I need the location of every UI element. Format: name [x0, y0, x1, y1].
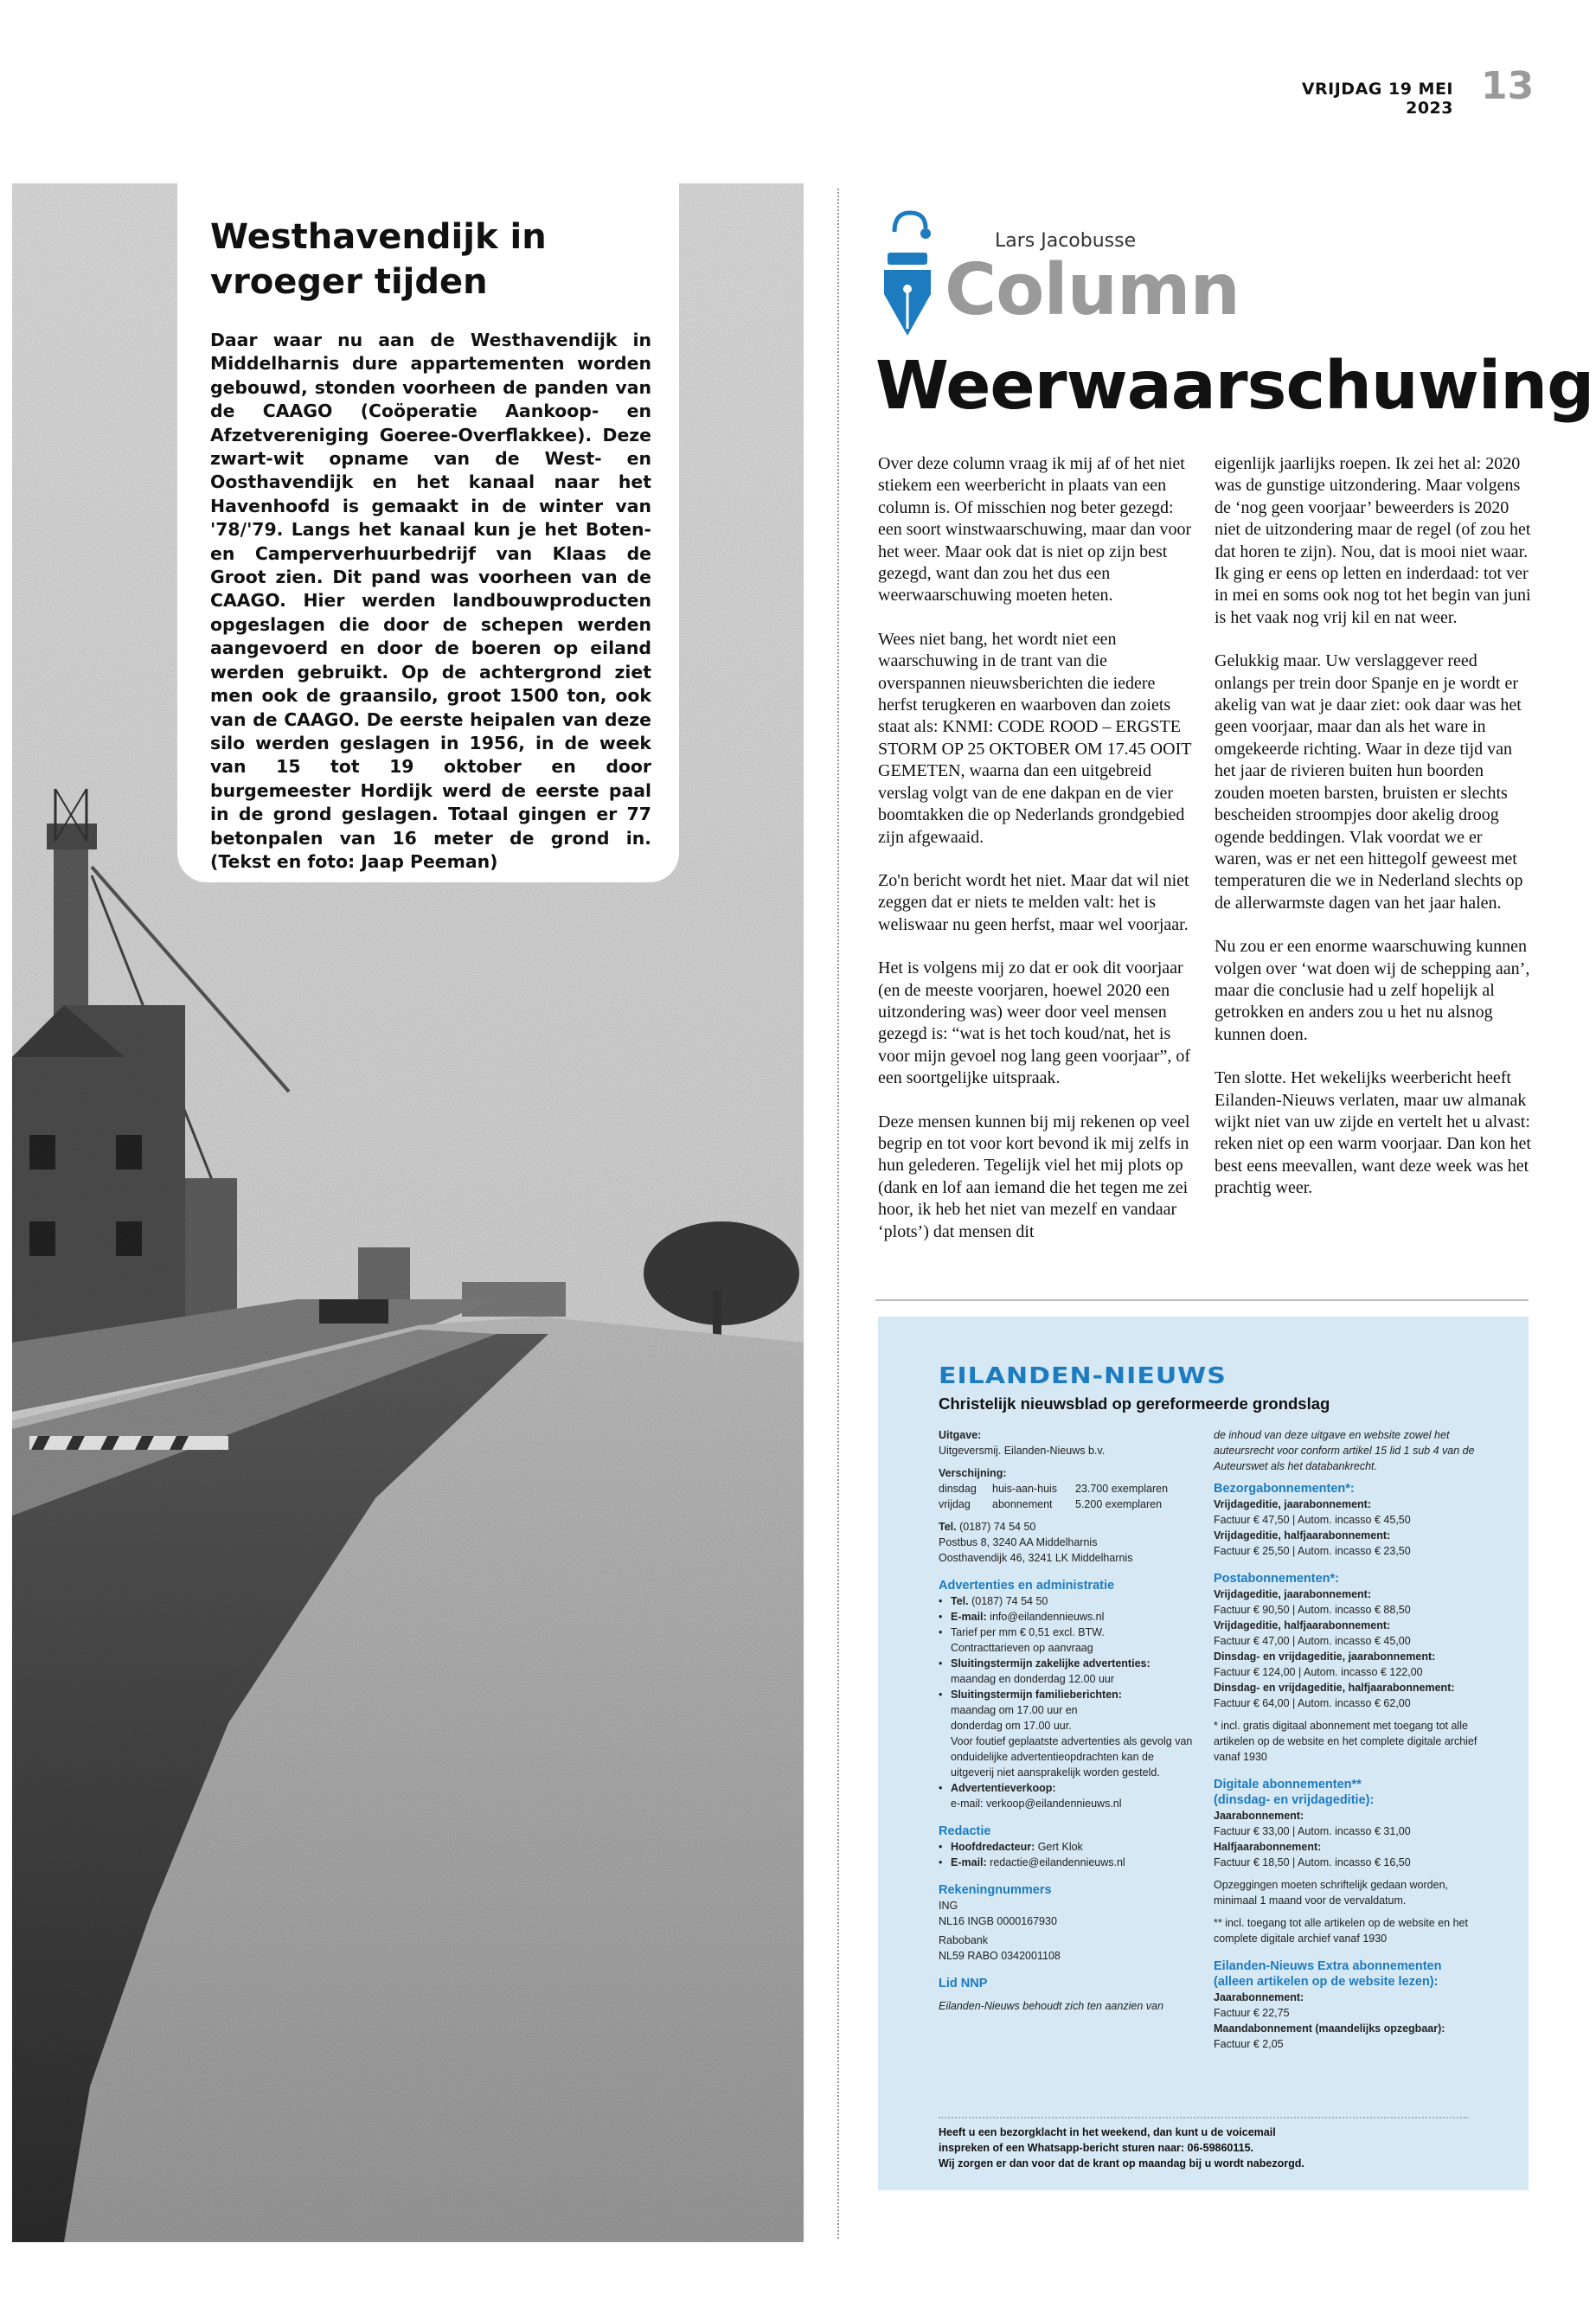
digi-heading [1214, 1777, 1490, 1808]
rights-text-1: Eilanden-Nieuws behoudt zich ten aanzien van [939, 2000, 1163, 2012]
address: Oosthavendijk 46, 3241 LK Middelharnis [939, 1552, 1133, 1564]
column-paragraph: eigenlijk jaarlijks roepen. Ik zei het al: 2020 was de gunstige uitzondering. Maar volgens de ‘nog geen voorjaar’ beweerders is 2020 niet de uitzondering maar de regel (of zou het dat horen te zijn). Nou, dat is mooi niet waar. Ik ging er eens op letten en inderdaad: tot ver in mei en soms ook nog tot het begin van juni is het vaak nog vrij kil en nat weer. [1215, 454, 1531, 627]
uitgave-label: Uitgave: [939, 1429, 982, 1441]
colophon-column-left [939, 1427, 1198, 2014]
extra-heading [1214, 1958, 1490, 1990]
sub-label: Dinsdag- en vrijdageditie, halfjaarabonnement: [1214, 1682, 1455, 1694]
sub-price: Factuur € 124,00 | Autom. incasso € 122,00 [1214, 1666, 1423, 1678]
sub-price: Factuur € 33,00 | Autom. incasso € 31,00 [1214, 1825, 1411, 1837]
sub-price: Factuur € 47,00 | Autom. incasso € 45,00 [1214, 1635, 1411, 1647]
sub-price: Factuur € 22,75 [1214, 2007, 1290, 2019]
colophon-footer-rule [939, 2117, 1468, 2118]
redactie-label: E-mail: [951, 1856, 987, 1868]
verschijning-label: Verschijning: [939, 1467, 1007, 1479]
sub-price: Factuur € 90,50 | Autom. incasso € 88,50 [1214, 1604, 1411, 1616]
verschijning-day: vrijdag [939, 1498, 971, 1510]
colophon-column-right [1214, 1427, 1490, 2052]
digital-note-2: ** incl. toegang tot alle artikelen op de website en het complete digitale archief vanaf 1930 [1214, 1917, 1468, 1945]
sub-price: Factuur € 47,50 | Autom. incasso € 45,50 [1214, 1514, 1411, 1526]
column-paragraph: Nu zou er een enorme waarschuwing kunnen volgen over ‘wat doen wij de schepping aan’, maar die conclusie had u zelf hopelijk al getrokken en anders zou u het nu alsnog kunnen doen. [1215, 937, 1530, 1044]
uitgave-value: Uitgeversmij. Eilanden-Nieuws b.v. [939, 1445, 1106, 1457]
adv-verkoop-label: Advertentieverkoop: [951, 1782, 1056, 1794]
adv-item-label: E-mail: [951, 1611, 987, 1623]
column-paragraph: Wees niet bang, het wordt niet een waarschuwing in de trant van die overspannen nieuwsberichten die iedere herfst terugkeren en waarboven dan zoiets staat als: KNMI: CODE ROOD – ERGSTE STORM OP 25 OKTOBER OM 17.45 OOIT GEMETEN, waarna dan een uitgebreid verslag volgt van de ene dakpan en de vier boomtakken die op Nederlands grondgebied zijn afgewaaid. [878, 629, 1192, 847]
postbus: Postbus 8, 3240 AA Middelharnis [939, 1536, 1098, 1548]
adv-item-label: Tel. [951, 1595, 969, 1607]
redactie-item [939, 1839, 1198, 1855]
column-body-left [878, 453, 1198, 1265]
column-paragraph: Het is volgens mij zo dat er ook dit voorjaar (en de meeste voorjaren, hoewel 2020 een uitzondering was) weer door veel mensen gezegd is: “wat is het toch koud/nat, het is voor mijn gevoel nog lang geen voorjaar”, of een soortgelijke uitspraak. [878, 958, 1190, 1088]
adv-tarief: Tarief per mm € 0,51 excl. BTW. [951, 1626, 1105, 1638]
column-divider [837, 189, 839, 2239]
verschijning-type: abonnement [992, 1498, 1053, 1510]
verschijning-count: 23.700 exemplaren [1075, 1483, 1169, 1495]
sub-price: Factuur € 18,50 | Autom. incasso € 16,50 [1214, 1856, 1411, 1868]
column-paragraph: Zo'n bericht wordt het niet. Maar dat wil niet zeggen dat er niets te melden valt: het is weliswaar nu geen herfst, maar wel voorjaar. [878, 870, 1189, 934]
sub-label: Jaarabonnement: [1214, 1991, 1304, 2003]
sub-price: Factuur € 64,00 | Autom. incasso € 62,00 [1214, 1697, 1411, 1709]
tel-value: (0187) 74 54 50 [959, 1521, 1036, 1533]
page-number: 13 [1481, 64, 1535, 108]
sluit-fam-2: donderdag om 17.00 uur. [951, 1720, 1072, 1732]
newspaper-subtitle: Christelijk nieuwsblad op gereformeerde grondslag [939, 1394, 1330, 1413]
adv-item [939, 1687, 1198, 1780]
opzegging-text: Opzeggingen moeten schriftelijk gedaan worden, minimaal 1 maand voor de vervaldatum. [1214, 1879, 1449, 1907]
adv-item [939, 1593, 1198, 1609]
verschijning-count: 5.200 exemplaren [1075, 1498, 1163, 1510]
sub-label: Vrijdageditie, jaarabonnement: [1214, 1498, 1371, 1510]
rekening-heading: Rekeningnummers [939, 1883, 1052, 1897]
extra-heading-line-1: Eilanden-Nieuws Extra abonnementen [1214, 1959, 1442, 1973]
photo-title-line-1: Westhavendijk in [210, 217, 547, 257]
footer-line: Heeft u een bezorgklacht in het weekend, dan kunt u de voicemail [939, 2126, 1276, 2138]
adv-item [939, 1625, 1198, 1656]
sub-price: Factuur € 2,05 [1214, 2038, 1284, 2050]
photo-article-title [210, 215, 651, 304]
verschijning-row [939, 1497, 1198, 1512]
adv-item [939, 1780, 1198, 1811]
adv-tarief-extra: Contracttarieven op aanvraag [951, 1642, 1093, 1654]
redactie-item[interactable] [939, 1855, 1198, 1870]
colophon-box [878, 1317, 1529, 2190]
column-paragraph: Deze mensen kunnen bij mij rekenen op veel begrip en tot voor kort bevond ik mij zelfs in hun gelederen. Tegelijk viel het mij plots op (dank en lof aan iemand die het tegen me zei hoor, ik heb het niet van mezelf en vandaar ‘plots’) dat mensen dit [878, 1112, 1190, 1241]
adv-disclaimer: Voor foutief geplaatste advertenties als gevolg van onduidelijke advertentieopdrachten kan de uitgeverij niet aansprakelijk worden gesteld. [951, 1735, 1193, 1779]
digi-heading-line-1: Digitale abonnementen** [1214, 1778, 1362, 1791]
adv-email-link: info@eilandennieuws.nl [986, 1611, 1105, 1623]
verschijning-day: dinsdag [939, 1483, 977, 1495]
rekening-line: ING [939, 1900, 958, 1912]
sub-label: Vrijdageditie, halfjaarabonnement: [1214, 1619, 1391, 1631]
column-headline: Weerwaarschuwing [875, 348, 1594, 425]
sub-label: Halfjaarabonnement: [1214, 1841, 1322, 1853]
photo-caption-panel [177, 183, 679, 882]
adv-heading: Advertenties en administratie [939, 1579, 1115, 1593]
footer-line: Wij zorgen er dan voor dat de krant op maandag bij u wordt nabezorgd. [939, 2157, 1304, 2170]
sluit-zak-value: maandag en donderdag 12.00 uur [951, 1673, 1115, 1685]
column-paragraph: Over deze column vraag ik mij af of het niet stiekem een weerbericht in plaats van een column is. Of misschien nog beter gezegd: een soort winstwaarschuwing, maar dan voor het weer. Maar ook dat is niet op zijn best gezegd, want dan zou het dus een weerwaarschuwing moeten heten. [878, 454, 1192, 606]
redactie-value: Gert Klok [1035, 1841, 1083, 1853]
adv-item[interactable] [939, 1609, 1198, 1625]
author-portrait [1368, 145, 1516, 334]
digital-note: * incl. gratis digitaal abonnement met toegang tot alle artikelen op de website en het complete digitale archief vanaf 1930 [1214, 1720, 1477, 1763]
redactie-list [939, 1839, 1198, 1870]
extra-heading-line-2: (alleen artikelen op de website lezen): [1214, 1975, 1439, 1989]
redactie-heading: Redactie [939, 1824, 991, 1838]
tel-label: Tel. [939, 1521, 957, 1533]
sluit-fam-label: Sluitingstermijn familieberichten: [951, 1689, 1122, 1701]
newspaper-logo: EILANDEN-NIEUWS [939, 1363, 1227, 1389]
sluit-zak-label: Sluitingstermijn zakelijke advertenties: [951, 1657, 1151, 1670]
sluit-fam-1: maandag om 17.00 uur en [951, 1704, 1078, 1716]
sub-label: Vrijdageditie, halfjaarabonnement: [1214, 1529, 1391, 1541]
rekening-line: NL16 INGB 0000167930 [939, 1915, 1057, 1927]
verschijning-row [939, 1481, 1198, 1497]
nnp-heading: Lid NNP [939, 1977, 988, 1990]
article-bottom-rule [875, 1299, 1529, 1301]
adv-verkoop-value: e-mail: verkoop@eilandennieuws.nl [951, 1798, 1122, 1810]
bezorg-heading: Bezorgabonnementen*: [1214, 1482, 1355, 1496]
rights-text-2: de inhoud van deze uitgave en website zowel het auteursrecht voor conform artikel 15 lid 1 sub 4 van de Auteurswet als het databankrecht. [1214, 1429, 1475, 1472]
redactie-email-link: redactie@eilandennieuws.nl [986, 1856, 1125, 1868]
adv-list [939, 1593, 1198, 1811]
column-body-right [1215, 453, 1533, 1221]
column-label: Column [945, 249, 1240, 331]
post-heading: Postabonnementen*: [1214, 1572, 1340, 1586]
rekening-line: Rabobank [939, 1934, 988, 1946]
adv-item-value: (0187) 74 54 50 [968, 1595, 1048, 1607]
phone-line [939, 1519, 1198, 1535]
verschijning-type: huis-aan-huis [992, 1483, 1058, 1495]
sub-label: Vrijdageditie, jaarabonnement: [1214, 1588, 1371, 1600]
colophon-footer [939, 2125, 1475, 2171]
photo-title-line-2: vroeger tijden [210, 262, 488, 302]
redactie-label: Hoofdredacteur: [951, 1841, 1035, 1853]
column-paragraph: Gelukkig maar. Uw verslaggever reed onlangs per trein door Spanje en je wordt er akelig van wat je daar ziet: ook daar was het geen voorjaar, maar dan als het ware in omgekeerde richting. Waar in deze tijd van het jaar de rivieren buiten hun boorden zouden moeten barsten, bruisten er slechts bescheiden stroompjes door akelig droog ogende beddingen. Vlak voordat we er waren, was er net een hittegolf geweest met temperaturen die we in Nederland slechts op de allerwarmste dagen van het jaar halen. [1215, 651, 1523, 913]
column-author: Lars Jacobusse [995, 230, 1137, 252]
photo-caption-text: Daar waar nu aan de Westhavendijk in Middelharnis dure appartementen worden gebouwd, stonden voorheen de panden van de CAAGO (Coöperatie Aankoop- en Afzetvereniging Goeree-Overflakkee). Deze zwart-wit opname van de West- en Oosthavendijk en het kanaal naar het Havenhoofd is gemaakt in de winter van '78/'79. Langs het kanaal kun je het Boten- en Camperverhuurbedrijf van Klaas de Groot zien. Dit pand was voorheen van de CAAGO. Hier werden landbouwproducten opgeslagen die door de schepen werden aangevoerd en door de boeren op eiland werden gebruikt. Op de achtergrond ziet men ook de graansilo, groot 1500 ton, ook van de CAAGO. De eerste heipalen van deze silo werden geslagen in 1956, in de week van 15 tot 19 oktober en door burgemeester Hordijk werd de eerste paal in de grond geslagen. Totaal gingen er 77 betonpalen van 16 meter de grond in. (Tekst en foto: Jaap Peeman) [210, 330, 651, 872]
sub-label: Jaarabonnement: [1214, 1810, 1304, 1822]
sub-label: Dinsdag- en vrijdageditie, jaarabonnement: [1214, 1650, 1436, 1663]
rekening-line: NL59 RABO 0342001108 [939, 1950, 1061, 1962]
sub-label: Maandabonnement (maandelijks opzegbaar): [1214, 2022, 1445, 2035]
fountain-pen-icon [877, 208, 938, 337]
adv-item [939, 1656, 1198, 1687]
footer-line: inspreken of een Whatsapp-bericht sturen naar: 06-59860115. [939, 2142, 1254, 2154]
digi-heading-line-2: (dinsdag- en vrijdageditie): [1214, 1793, 1375, 1807]
issue-date: VRIJDAG 19 MEI 2023 [1301, 80, 1453, 118]
sub-price: Factuur € 25,50 | Autom. incasso € 23,50 [1214, 1545, 1411, 1557]
column-paragraph: Ten slotte. Het wekelijks weerbericht heeft Eilanden-Nieuws verlaten, maar uw almanak wijkt niet van uw zijde en vertelt het u alvast: reken niet op een warm voorjaar. Dan kon het best eens meevallen, want deze week was het prachtig weer. [1215, 1068, 1531, 1198]
